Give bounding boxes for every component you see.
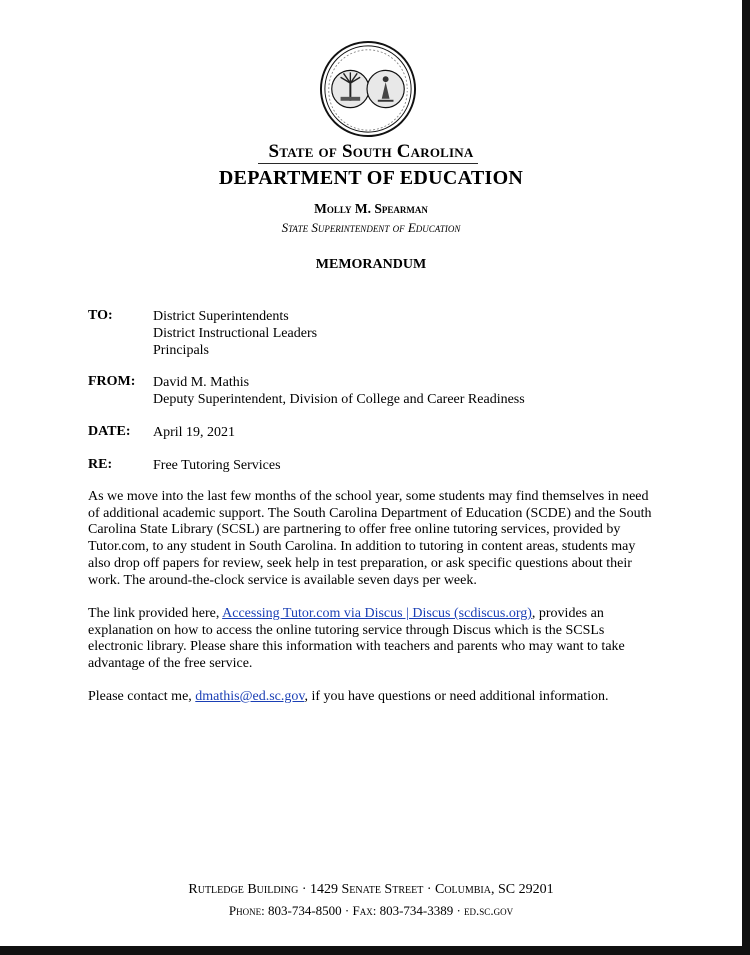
department-heading: DEPARTMENT OF EDUCATION [218,167,524,189]
paragraph-text: , if you have questions or need additional information. [304,689,609,704]
body-paragraph-3 [88,689,656,706]
sender-name: David M. Mathis [153,375,250,390]
page-edge-bottom [0,946,750,955]
date-label: DATE: [88,424,131,439]
footer-contact: Phone: 803-734-8500 · Fax: 803-734-3389 · ed.sc.gov [228,903,514,918]
superintendent-name: Molly M. Spearman [314,201,428,216]
recipient: Principals [153,343,209,358]
email-link[interactable]: dmathis@ed.sc.gov [195,689,305,704]
re-label: RE: [88,457,113,472]
sender-title: Deputy Superintendent, Division of College and Career Readiness [153,392,525,407]
state-seal-logo [319,40,417,138]
page-edge-right [742,0,750,955]
state-name-heading: State of South Carolina [268,141,474,162]
paragraph-text: The link provided here, [88,606,223,621]
footer-address: Rutledge Building · 1429 Senate Street · Columbia, SC 29201 [188,882,554,897]
to-label: TO: [88,308,113,323]
memo-date: April 19, 2021 [153,425,236,440]
memorandum-heading: MEMORANDUM [315,257,427,272]
heading-divider [258,163,478,164]
from-sender [153,374,525,408]
recipient: District Superintendents [153,309,289,324]
from-label: FROM: [88,374,136,389]
superintendent-title: State Superintendent of Education [281,220,461,235]
recipient: District Instructional Leaders [153,326,318,341]
body-paragraph-2 [88,606,656,673]
paragraph-text: , provides an explanation on how to access the online tutoring service through Discus which is the SCSLs electronic library. Please share this information with teachers and parents who may want to take advantage of the free service. [88,606,625,672]
memo-subject: Free Tutoring Services [153,458,281,473]
discus-link[interactable]: Accessing Tutor.com via Discus | Discus (scdiscus.org) [222,606,532,621]
paragraph-text: Please contact me, [88,689,196,704]
body-paragraph-1: As we move into the last few months of the school year, some students may find themselves in need of additional academic support. The South Carolina Department of Education (SCDE) and the South Carolina State Library (SCSL) are partnering to offer free online tutoring services, provided by Tutor.com, to any student in South Carolina. In addition to tutoring in content areas, students may also drop off papers for review, seek help in test preparation, or ask specific questions about their work. The around-the-clock service is available seven days per week. [88,489,652,588]
to-recipients [153,308,317,359]
